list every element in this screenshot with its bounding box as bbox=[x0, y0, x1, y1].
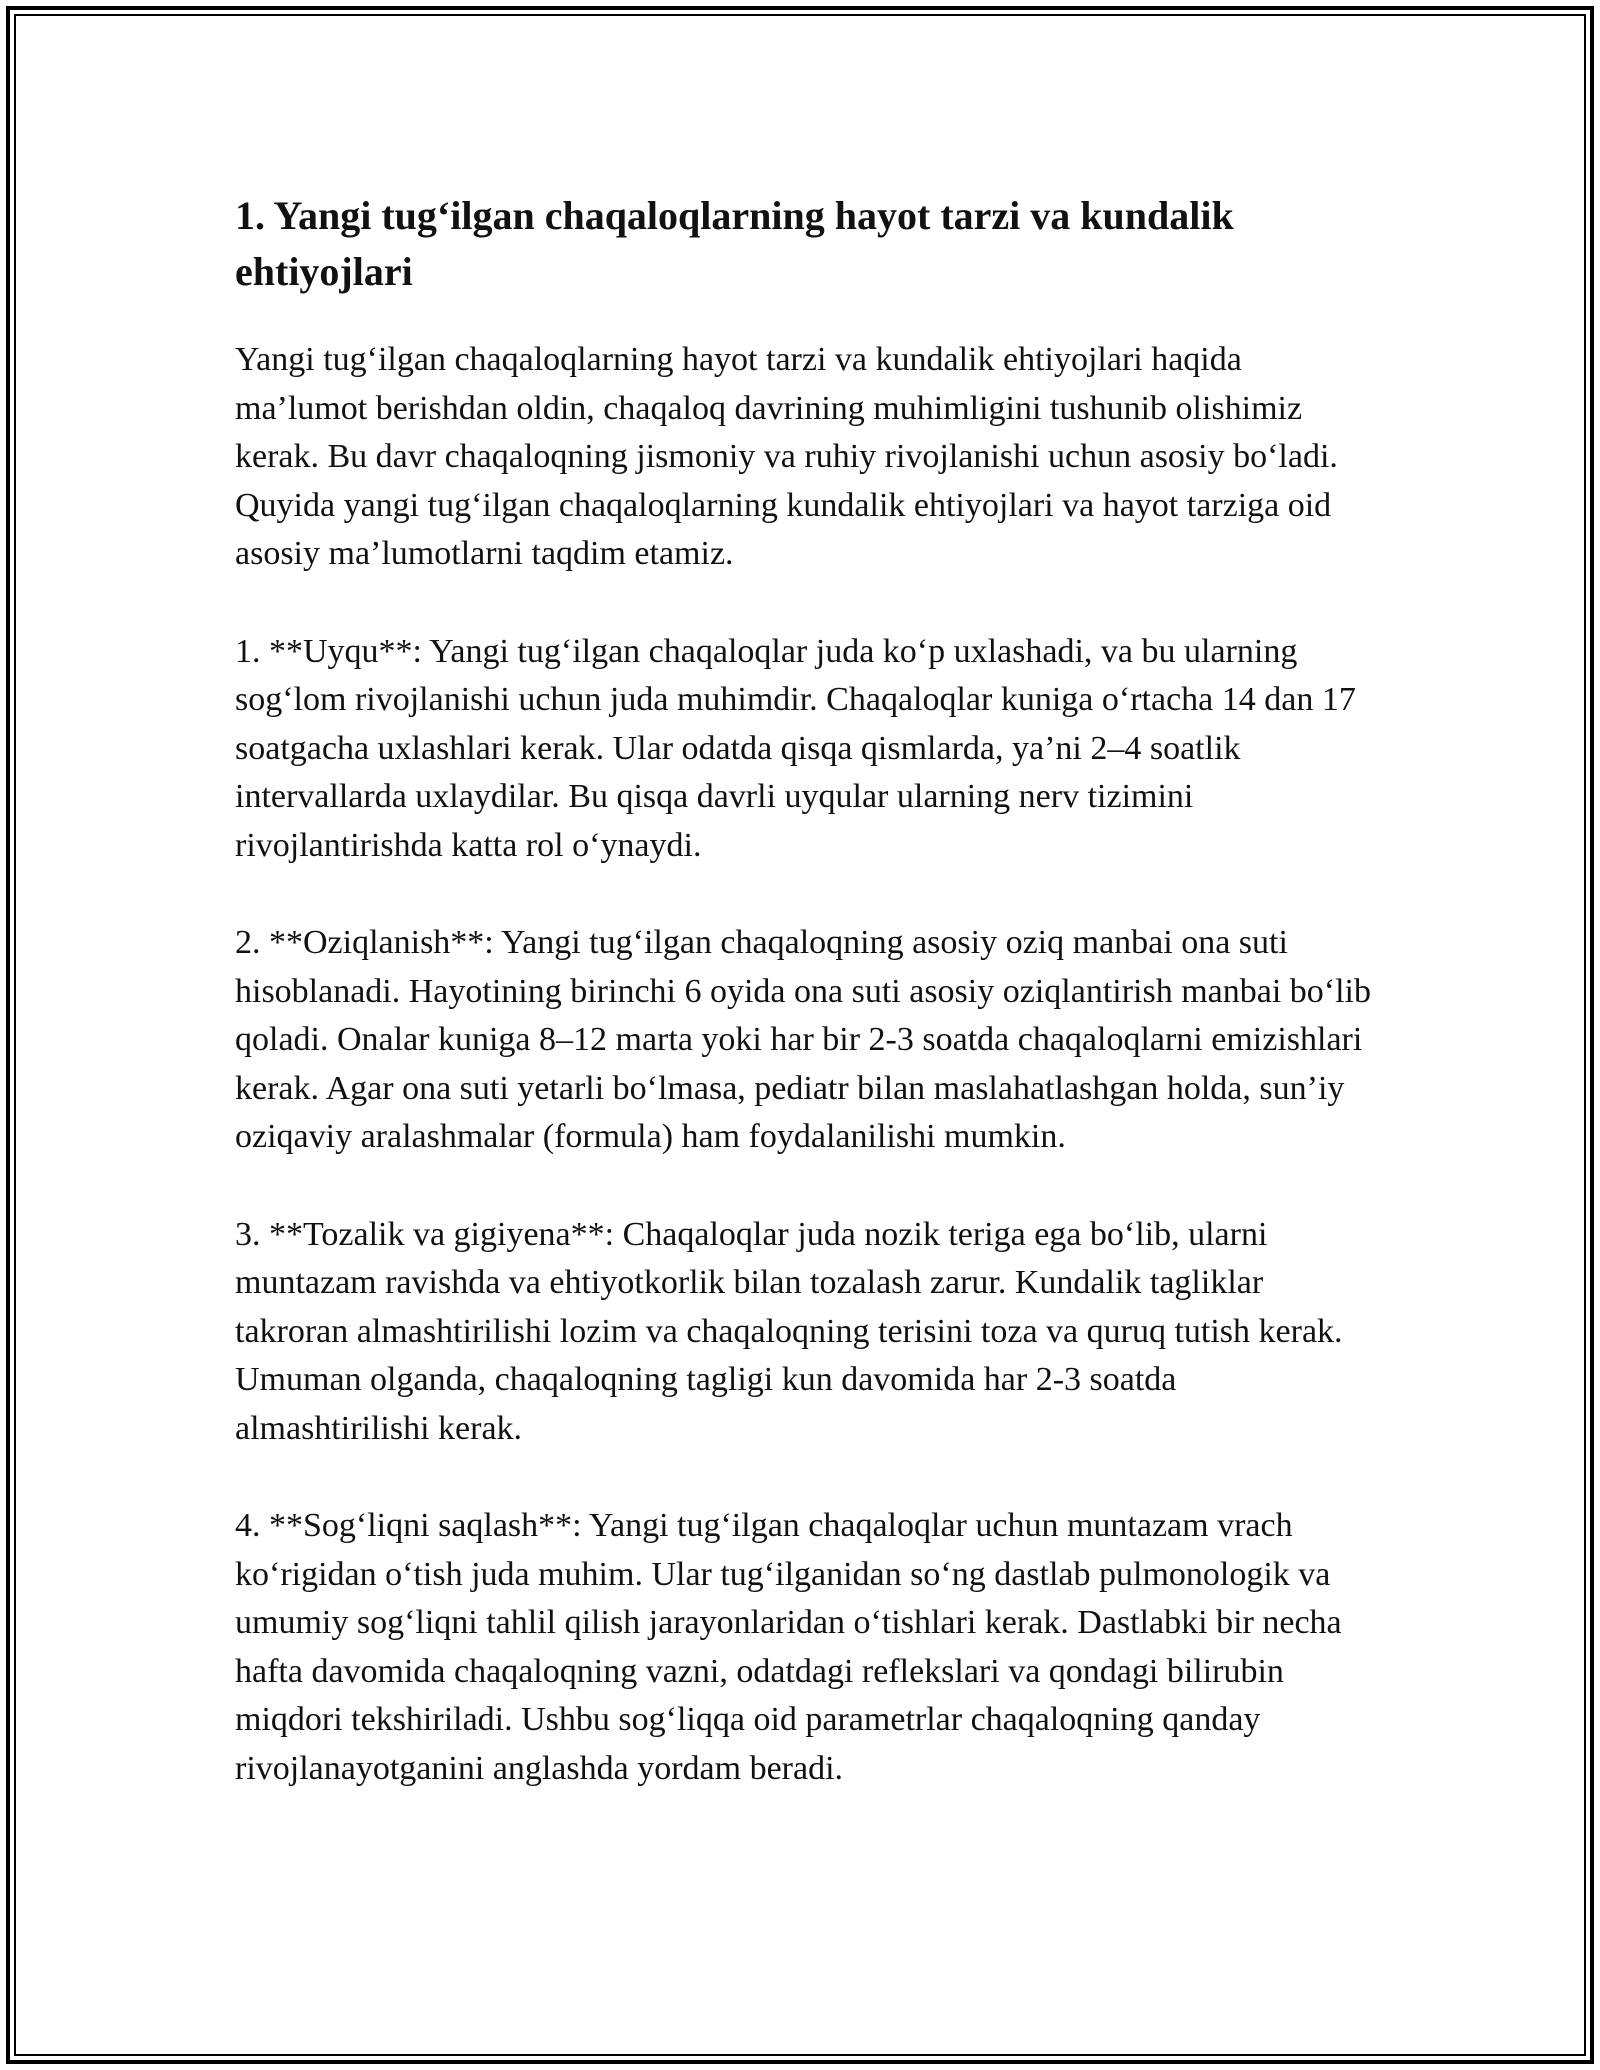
paragraph-health: 4. **Sog‘liqni saqlash**: Yangi tug‘ilgan chaqaloqlar uchun muntazam vrach ko‘rigidan o‘tish juda muhim. Ular tug‘ilganidan so‘ng dastlab pulmonologik va umumiy sog‘liqni tahlil qilish jarayonlaridan o‘tishlari kerak. Dastlabki bir necha hafta davomida chaqaloqning vazni, odatdagi reflekslari va qondagi bilirubin miqdori tekshiriladi. Ushbu sog‘liqqa oid parametrlar chaqaloqning qanday rivojlanayotganini anglashda yordam beradi. bbox=[235, 1507, 1342, 1787]
paragraph-sleep: 1. **Uyqu**: Yangi tug‘ilgan chaqaloqlar juda ko‘p uxlashadi, va bu ularning sog‘lom rivojlanishi uchun juda muhimdir. Chaqaloqlar kuniga o‘rtacha 14 dan 17 soatgacha uxlashlari kerak. Ular odatda qisqa qismlarda, ya’ni 2–4 soatlik intervallarda uxlaydilar. Bu qisqa davrli uyqular ularning nerv tizimini rivojlantirishda katta rol o‘ynaydi. bbox=[235, 632, 1356, 864]
document-body bbox=[235, 188, 1375, 1842]
document-title: 1. Yangi tug‘ilgan chaqaloqlarning hayot tarzi va kundalik ehtiyojlari bbox=[235, 193, 1234, 294]
paragraph-nutrition: 2. **Oziqlanish**: Yangi tug‘ilgan chaqaloqning asosiy oziq manbai ona suti hisoblanadi. Hayotining birinchi 6 oyida ona suti asosiy oziqlantirish manbai bo‘lib qoladi. Onalar kuniga 8–12 marta yoki har bir 2-3 soatda chaqaloqlarni emizishlari kerak. Agar ona suti yetarli bo‘lmasa, pediatr bilan maslahatlashgan holda, sun’iy oziqaviy aralashmalar (formula) ham foydalanilishi mumkin. bbox=[235, 924, 1371, 1155]
intro-paragraph: Yangi tug‘ilgan chaqaloqlarning hayot tarzi va kundalik ehtiyojlari haqida ma’lumot berishdan oldin, chaqaloq davrining muhimligini tushunib olishimiz kerak. Bu davr chaqaloqning jismoniy va ruhiy rivojlanishi uchun asosiy bo‘ladi. Quyida yangi tug‘ilgan chaqaloqlarning kundalik ehtiyojlari va hayot tarziga oid asosiy ma’lumotlarni taqdim etamiz. bbox=[235, 341, 1338, 572]
paragraph-hygiene: 3. **Tozalik va gigiyena**: Chaqaloqlar juda nozik teriga ega bo‘lib, ularni muntazam ravishda va ehtiyotkorlik bilan tozalash zarur. Kundalik tagliklar takroran almashtirilishi lozim va chaqaloqning terisini toza va quruq tutish kerak. Umuman olganda, chaqaloqning tagligi kun davomida har 2-3 soatda almashtirilishi kerak. bbox=[235, 1215, 1343, 1447]
